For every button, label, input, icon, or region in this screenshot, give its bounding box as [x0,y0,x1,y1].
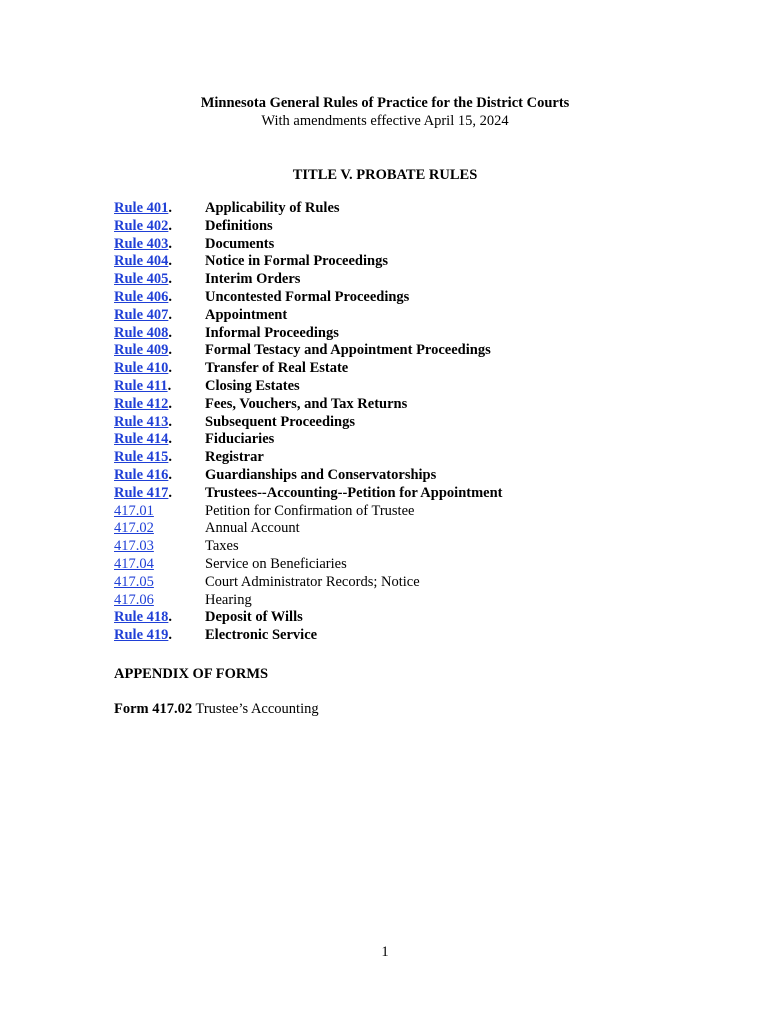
toc-number-period: . [168,271,172,288]
toc-number-period: . [168,288,172,305]
toc-rule-link[interactable]: Rule 419 [114,627,169,644]
toc-title: Formal Testacy and Appointment Proceedings [205,342,491,359]
toc-row [114,520,674,538]
toc-title: Uncontested Formal Proceedings [205,288,410,305]
toc-number-cell [114,378,205,396]
toc-title: Electronic Service [205,627,318,644]
toc-number-period: . [168,217,172,234]
toc-rule-link[interactable]: Rule 412 [114,395,169,412]
toc-title: Fiduciaries [205,431,275,448]
toc-number-cell [114,467,205,485]
toc-number-period: . [168,449,172,466]
toc-row [114,378,674,396]
toc-number-cell [114,414,205,432]
toc-row [114,449,674,467]
toc-title: Definitions [205,217,273,234]
toc-row [114,360,674,378]
toc-row [114,271,674,289]
toc-number-period: . [167,377,172,394]
toc-number-period: . [168,360,172,377]
toc-title: Notice in Formal Proceedings [205,253,388,270]
toc-number-period: . [168,395,172,412]
toc-number-cell [114,520,205,538]
toc-rule-link[interactable]: 417.05 [114,573,154,590]
toc-number-period: . [168,306,172,323]
page-number: 1 [381,944,389,960]
toc-number-cell [114,431,205,449]
appendix-title: APPENDIX OF FORMS [114,666,269,682]
toc-number-period: . [168,484,172,501]
toc-rule-link[interactable]: Rule 416 [114,466,169,483]
toc-title: Hearing [205,591,252,608]
toc-rule-link[interactable]: Rule 417 [114,484,169,501]
toc-row [114,396,674,414]
toc-number-cell [114,200,205,218]
toc-number-cell [114,289,205,307]
toc-rule-link[interactable]: 417.02 [114,520,154,537]
toc-title: Deposit of Wills [205,609,303,626]
toc-number-cell [114,574,205,592]
toc-title: Closing Estates [205,377,300,394]
toc-rule-link[interactable]: Rule 415 [114,449,169,466]
toc-number-period: . [168,235,172,252]
toc-number-cell [114,325,205,343]
toc-number-period: . [168,466,172,483]
toc-title: Annual Account [205,520,300,537]
toc-title: Fees, Vouchers, and Tax Returns [205,395,408,412]
toc-title: Subsequent Proceedings [205,413,355,430]
toc-number-cell [114,396,205,414]
toc-number-cell [114,271,205,289]
toc-title: Taxes [205,538,239,555]
toc-row [114,200,674,218]
toc-number-period: . [168,431,172,448]
toc-row [114,218,674,236]
toc-row [114,236,674,254]
toc-rule-link[interactable]: Rule 418 [114,609,169,626]
toc-rule-link[interactable]: Rule 407 [114,306,169,323]
toc-row [114,342,674,360]
toc-number-cell [114,485,205,503]
toc-row [114,592,674,610]
toc-row [114,431,674,449]
toc-title: Court Administrator Records; Notice [205,573,420,590]
toc-rule-link[interactable]: Rule 409 [114,342,169,359]
document-title: Minnesota General Rules of Practice for the District Courts [200,95,570,111]
toc-rule-link[interactable]: Rule 408 [114,324,169,341]
toc-number-cell [114,503,205,521]
toc-row [114,627,674,645]
toc-rule-link[interactable]: 417.06 [114,591,154,608]
toc-rule-link[interactable]: Rule 401 [114,200,169,216]
toc-rule-link[interactable]: 417.01 [114,502,154,519]
toc-rule-link[interactable]: Rule 405 [114,271,169,288]
toc-row [114,538,674,556]
toc-row [114,289,674,307]
toc-row [114,414,674,432]
toc-title: Service on Beneficiaries [205,555,347,572]
toc-rule-link[interactable]: Rule 414 [114,431,169,448]
toc-row [114,609,674,627]
toc-number-cell [114,218,205,236]
toc-number-cell [114,342,205,360]
toc-number-period: . [168,324,172,341]
toc-number-cell [114,627,205,645]
toc-number-period: . [168,200,172,216]
toc-number-period: . [168,609,172,626]
table-of-contents [114,200,674,645]
toc-number-cell [114,307,205,325]
toc-number-cell [114,556,205,574]
toc-title: Appointment [205,306,288,323]
form-title: Trustee’s Accounting [195,701,319,717]
toc-rule-link[interactable]: 417.04 [114,555,154,572]
toc-number-cell [114,253,205,271]
toc-title: Petition for Confirmation of Trustee [205,502,415,519]
toc-title: Transfer of Real Estate [205,360,349,377]
toc-row [114,253,674,271]
toc-rule-link[interactable]: Rule 404 [114,253,169,270]
toc-row [114,503,674,521]
toc-number-cell [114,609,205,627]
toc-rule-link[interactable]: Rule 402 [114,217,169,234]
toc-number-period: . [168,413,172,430]
toc-title: Documents [205,235,275,252]
toc-number-cell [114,236,205,254]
toc-number-period: . [168,627,172,644]
toc-row [114,556,674,574]
appendix-form-entry [114,700,319,718]
toc-number-cell [114,538,205,556]
toc-number-cell [114,592,205,610]
toc-title: Interim Orders [205,271,301,288]
toc-row [114,467,674,485]
toc-title: Trustees--Accounting--Petition for Appointment [205,484,503,501]
toc-rule-link[interactable]: Rule 403 [114,235,169,252]
toc-row [114,485,674,503]
toc-rule-link[interactable]: 417.03 [114,538,154,555]
toc-rule-link[interactable]: Rule 410 [114,360,169,377]
toc-title: Registrar [205,449,264,466]
toc-number-period: . [168,253,172,270]
toc-row [114,307,674,325]
toc-row [114,574,674,592]
document-subtitle: With amendments effective April 15, 2024 [261,113,509,129]
toc-rule-link[interactable]: Rule 413 [114,413,169,430]
toc-number-cell [114,449,205,467]
toc-rule-link[interactable]: Rule 406 [114,288,169,305]
toc-number-period: . [168,342,172,359]
form-number: Form 417.02 [114,701,193,717]
toc-title: Applicability of Rules [205,200,340,216]
toc-number-cell [114,360,205,378]
toc-row [114,325,674,343]
section-title: TITLE V. PROBATE RULES [292,167,478,183]
toc-title: Informal Proceedings [205,324,339,341]
toc-rule-link[interactable]: Rule 411 [114,377,168,394]
toc-title: Guardianships and Conservatorships [205,466,437,483]
